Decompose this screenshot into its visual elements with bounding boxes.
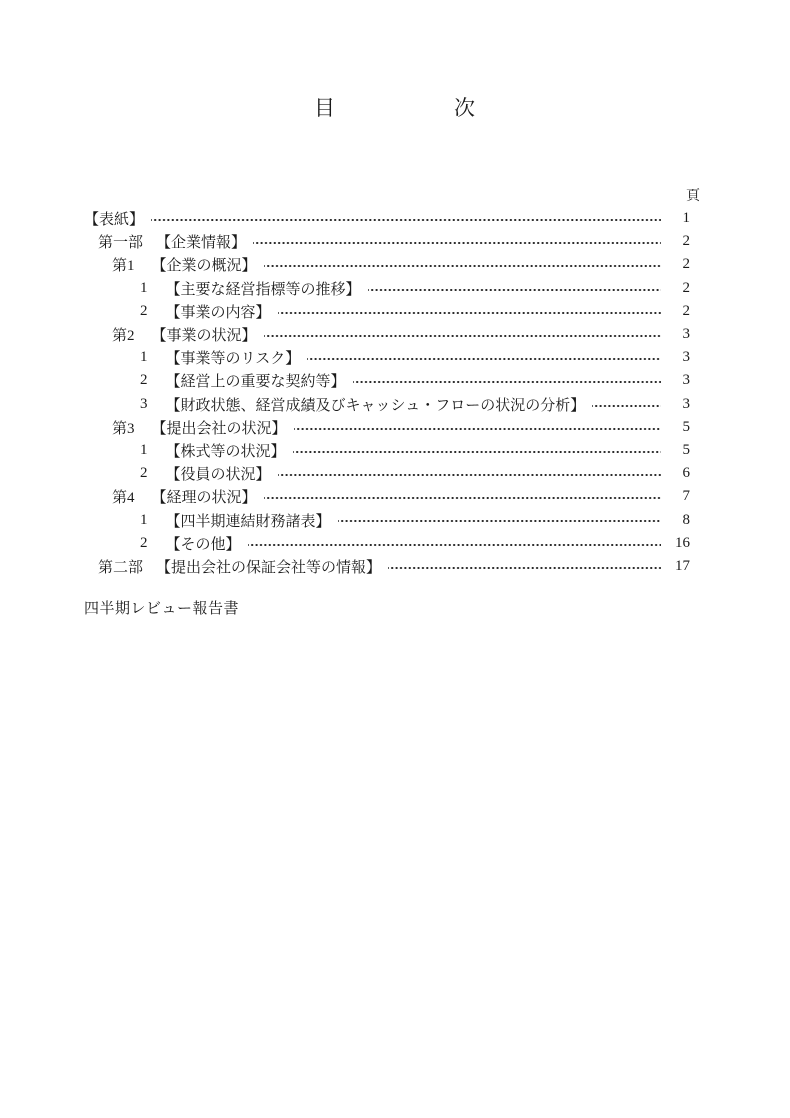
dot-leader	[264, 323, 661, 346]
toc-entry-title: 【役員の状況】	[165, 467, 271, 484]
toc-entry-prefix: 第1	[112, 258, 135, 275]
toc-entry-title: 【その他】	[165, 536, 241, 553]
toc-entry-page-number: 7	[682, 488, 690, 505]
dot-leader	[264, 253, 661, 276]
toc-entry-title: 【企業の概況】	[151, 258, 257, 275]
toc-entry-title: 【経理の状況】	[151, 490, 257, 507]
footer-note: 四半期レビュー報告書	[84, 601, 240, 617]
toc-entry-prefix: 第4	[112, 490, 135, 507]
toc-entry	[84, 462, 700, 485]
page-title-char-left: 目	[314, 96, 336, 120]
toc-entry-prefix: 2	[140, 302, 148, 319]
dot-leader	[368, 277, 661, 300]
toc-entry-page-number: 3	[682, 326, 690, 343]
toc-entry-prefix: 1	[140, 349, 148, 366]
toc-entry	[84, 532, 700, 555]
dot-leader	[151, 207, 661, 230]
dot-leader	[592, 393, 661, 416]
dot-leader	[388, 555, 661, 578]
dot-leader	[338, 508, 661, 531]
toc-entry-page-number: 3	[682, 372, 690, 389]
toc-entry	[84, 230, 700, 253]
toc-entry-page-number: 16	[675, 534, 690, 551]
toc-entry-page-number: 5	[682, 418, 690, 435]
toc-entry-title: 【提出会社の保証会社等の情報】	[156, 559, 382, 576]
dot-leader	[353, 369, 661, 392]
toc-entry	[84, 253, 700, 276]
dot-leader	[264, 485, 661, 508]
toc-entry-page-number: 5	[682, 441, 690, 458]
toc-entry-title: 【財政状態、経営成績及びキャッシュ・フローの状況の分析】	[165, 397, 586, 414]
toc-entry-page-number: 8	[682, 511, 690, 528]
toc-entry-page-number: 2	[682, 279, 690, 296]
toc-entry	[84, 393, 700, 416]
toc-entry	[84, 439, 700, 462]
toc-entry	[84, 508, 700, 531]
toc-entry	[84, 323, 700, 346]
toc-content	[84, 0, 700, 618]
toc-entry-title: 【主要な経営指標等の推移】	[165, 281, 361, 298]
toc-entry-title: 【事業の状況】	[151, 328, 257, 345]
toc-entry-page-number: 1	[682, 210, 690, 227]
toc-entry-page-number: 2	[682, 302, 690, 319]
dot-leader	[278, 462, 661, 485]
toc-entry	[84, 485, 700, 508]
toc-entry	[84, 300, 700, 323]
toc-entry	[84, 207, 700, 230]
toc-entry-prefix: 第一部	[98, 235, 144, 252]
toc-entry-prefix: 3	[140, 395, 148, 412]
toc-entry-prefix: 1	[140, 441, 148, 458]
toc-entry-page-number: 3	[682, 395, 690, 412]
toc-entry-prefix: 2	[140, 372, 148, 389]
page-title-char-right: 次	[454, 96, 476, 120]
toc-entry	[84, 555, 700, 578]
dot-leader	[248, 532, 661, 555]
dot-leader	[253, 230, 661, 253]
toc-entry-title: 【表紙】	[84, 212, 145, 229]
toc-entry-prefix: 第2	[112, 328, 135, 345]
toc-entry-prefix: 1	[140, 279, 148, 296]
dot-leader	[307, 346, 661, 369]
toc-entry-page-number: 2	[682, 233, 690, 250]
toc-entry-title: 【企業情報】	[156, 235, 247, 252]
toc-entry	[84, 416, 700, 439]
dot-leader	[293, 439, 661, 462]
toc-list	[84, 207, 700, 578]
toc-entry-title: 【事業の内容】	[165, 304, 271, 321]
toc-entry-title: 【株式等の状況】	[165, 443, 286, 460]
toc-entry-prefix: 1	[140, 511, 148, 528]
toc-entry-title: 【四半期連結財務諸表】	[165, 513, 331, 530]
toc-entry-title: 【経営上の重要な契約等】	[165, 374, 346, 391]
toc-entry-title: 【事業等のリスク】	[165, 351, 301, 368]
toc-entry-page-number: 6	[682, 465, 690, 482]
toc-entry	[84, 369, 700, 392]
page-column-header: 頁	[686, 189, 700, 204]
toc-entry-prefix: 第3	[112, 420, 135, 437]
toc-entry-prefix: 第二部	[98, 559, 144, 576]
toc-entry-prefix: 2	[140, 465, 148, 482]
toc-entry-page-number: 17	[675, 557, 690, 574]
dot-leader	[278, 300, 661, 323]
dot-leader	[294, 416, 661, 439]
toc-entry-page-number: 2	[682, 256, 690, 273]
toc-entry	[84, 277, 700, 300]
toc-entry-page-number: 3	[682, 349, 690, 366]
toc-entry	[84, 346, 700, 369]
toc-entry-prefix: 2	[140, 534, 148, 551]
toc-entry-title: 【提出会社の状況】	[151, 420, 287, 437]
